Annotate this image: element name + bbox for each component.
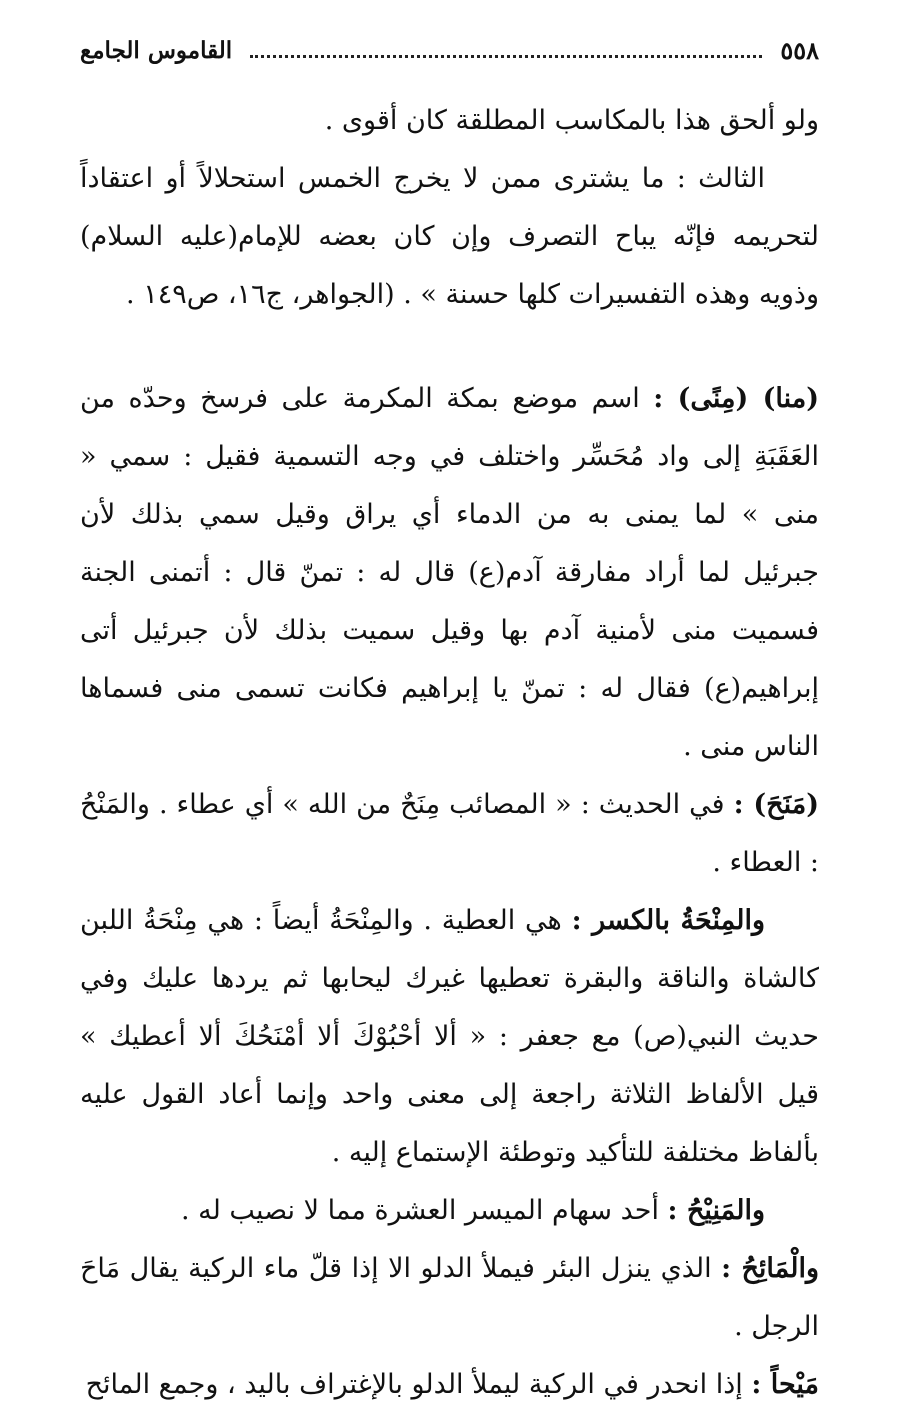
section-spacer — [80, 324, 819, 370]
page-number: ٥٥٨ — [780, 35, 819, 65]
paragraph-quote-third — [80, 150, 819, 324]
entry-minha — [80, 892, 819, 1182]
entry-manaha — [80, 776, 819, 892]
page-header — [80, 30, 819, 70]
entry-definition: هي العطية . والمِنْحَةُ أيضاً : هي مِنْحَةُ اللبن كالشاة والناقة والبقرة تعطيها غيرك ليحابها ثم يردها عليك وفي حديث النبي(ص) مع جعفر : « ألا أحْبُوْكَ ألا أمْنَحُكَ ألا أعطيك » قيل الألفاظ الثلاثة راجعة إلى معنى واحد وإنما أعاد القول عليه بألفاظ مختلفة للتأكيد وتوطئة الإستماع إليه . — [80, 905, 819, 1168]
paragraph-text: الثالث : ما يشترى ممن لا يخرج الخمس استحلالاً أو اعتقاداً لتحريمه فإنّه يباح التصرف وإن كان بعضه للإمام(عليه السلام) وذويه وهذه التفسيرات كلها حسنة » . (الجواهر، ج١٦، ص١٤٩ . — [80, 163, 819, 310]
entry-headword: مَيْحاً : — [751, 1369, 819, 1400]
entry-definition: إذا انحدر في الركية ليملأ الدلو بالإغتراف باليد ، وجمع المائح — [85, 1369, 752, 1400]
paragraph-text: ولو ألحق هذا بالمكاسب المطلقة كان أقوى . — [324, 105, 819, 136]
entry-mayhan — [80, 1356, 819, 1414]
entry-headword: والمَنِيْحُ : — [667, 1195, 765, 1226]
entry-headword: (مَنَحَ) : — [733, 789, 819, 820]
paragraph-continuation — [80, 92, 819, 150]
entry-definition: في الحديث : « المصائب مِنَحٌ من الله » أي عطاء . والمَنْحُ : العطاء . — [80, 789, 819, 878]
entry-mina — [80, 370, 819, 776]
entry-definition: اسم موضع بمكة المكرمة على فرسخ وحدّه من العَقَبَةِ إلى واد مُحَسِّر واختلف في وجه التسمية فقيل : سمي « منى » لما يمنى به من الدماء أي يراق وقيل سمي بذلك لأن جبرئيل لما أراد مفارقة آدم(ع) قال له : تمنّ قال : أتمنى الجنة فسميت منى لأمنية آدم بها وقيل سميت بذلك لأن جبرئيل أتى إبراهيم(ع) فقال له : تمنّ يا إبراهيم فكانت تسمى منى فسماها الناس منى . — [80, 383, 819, 762]
entry-definition: الذي ينزل البئر فيملأ الدلو الا إذا قلّ ماء الركية يقال مَاحَ الرجل . — [80, 1253, 819, 1342]
entry-headword: (منا) (مِنًى) : — [653, 383, 819, 414]
entry-maih — [80, 1240, 819, 1356]
entry-headword: والمِنْحَةُ بالكسر : — [571, 905, 765, 936]
entry-definition: أحد سهام الميسر العشرة مما لا نصيب له . — [180, 1195, 668, 1226]
entry-manih — [80, 1182, 819, 1240]
entry-headword: والْمَائِحُ : — [721, 1253, 819, 1284]
header-dotted-leader — [250, 55, 762, 58]
page-body — [80, 92, 819, 1414]
running-title: القاموس الجامع — [80, 36, 233, 64]
